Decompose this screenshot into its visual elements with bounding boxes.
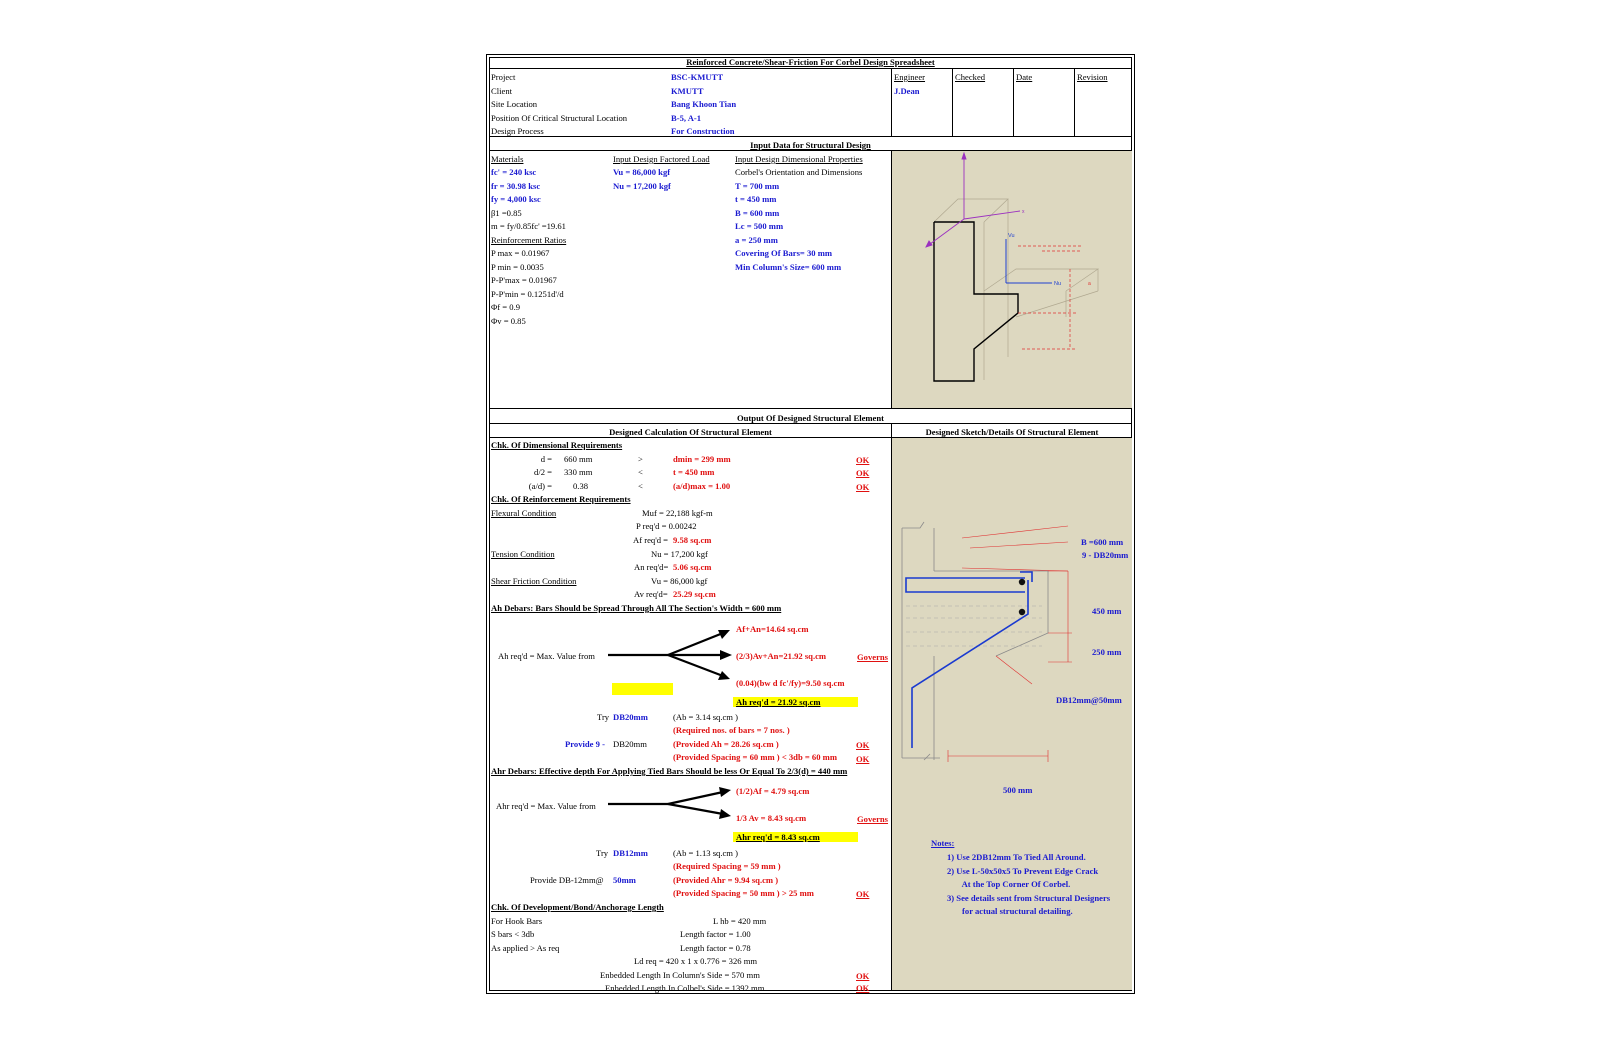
materials-title: Materials [491, 154, 524, 164]
check-ad-name: (a/d) = [528, 481, 552, 491]
af-value: 9.58 sq.cm [673, 535, 712, 545]
divider [1013, 68, 1014, 136]
divider [952, 68, 953, 136]
date-label: Date [1016, 72, 1033, 82]
position-label: Position Of Critical Structural Location [491, 113, 628, 123]
ah-provide-bar: DB20mm [613, 739, 647, 749]
pmax-value: P max = 0.01967 [491, 248, 550, 258]
svg-text:a: a [1088, 281, 1091, 287]
ahr-try-label: Try [596, 848, 609, 858]
input-section-title: Input Data for Structural Design [750, 140, 871, 150]
pmin-value: P min = 0.0035 [491, 262, 544, 272]
position-value: B-5, A-1 [671, 113, 702, 123]
reinf-title: Chk. Of Reinforcement Requirements [491, 494, 631, 504]
checked-label: Checked [955, 72, 986, 82]
input-sketch-panel [892, 151, 1132, 408]
client-label: Client [491, 86, 513, 96]
ahr-option-1: (1/2)Af = 4.79 sq.cm [736, 786, 810, 796]
ahr-governs: Governs [857, 814, 889, 824]
fy-value: fy = 4,000 ksc [491, 194, 541, 204]
embed-corbel: Enbedded Length In Colbel's Side = 1392 mm [605, 983, 765, 993]
engineer-value: J.Dean [894, 86, 920, 96]
ahr-title: Ahr Debars: Effective depth For Applying Tied Bars Should be less Or Equal To 2/3(d) = 440 mm [491, 766, 848, 776]
ah-spacing-ok: OK [856, 754, 870, 764]
ahr-arrow-diagram [608, 786, 738, 822]
ratios-title: Reinforcement Ratios [491, 235, 567, 245]
muf-value: Muf = 22,188 kgf-m [642, 508, 713, 518]
vu-value: Vu = 86,000 kgf [613, 167, 671, 177]
sketch-ties-label: DB12mm@50mm [1056, 695, 1122, 705]
check-ad-ok: OK [856, 482, 870, 492]
highlight-cell [612, 683, 673, 695]
check-d-value: 660 mm [564, 454, 593, 464]
check-d2-op: < [638, 467, 643, 477]
ah-arrow-diagram [608, 622, 738, 682]
dim-t: t = 450 mm [735, 194, 777, 204]
ah-result: Ah req'd = 21.92 sq.cm [733, 697, 858, 707]
ahr-provide-label: Provide DB-12mm@ [530, 875, 604, 885]
preqd-value: P req'd = 0.00242 [636, 521, 697, 531]
tension-label: Tension Condition [491, 549, 555, 559]
check-ad-limit: (a/d)max = 1.00 [673, 481, 731, 491]
dev-ld-req: Ld req = 420 x 1 x 0.776 = 326 mm [634, 956, 758, 966]
check-d-op: > [638, 454, 643, 464]
ah-ab: (Ab = 3.14 sq.cm ) [673, 712, 738, 722]
divider [489, 408, 1132, 409]
ah-from: Ah req'd = Max. Value from [498, 651, 595, 661]
ah-provide-label: Provide 9 - [565, 739, 605, 749]
calc-title: Designed Calculation Of Structural Element [609, 427, 772, 437]
ahr-option-2: 1/3 Av = 8.43 sq.cm [736, 813, 807, 823]
dev-title: Chk. Of Development/Bond/Anchorage Length [491, 902, 664, 912]
ahr-from: Ahr req'd = Max. Value from [496, 801, 596, 811]
ppmax-value: P-P'max = 0.01967 [491, 275, 557, 285]
embed-column: Enbedded Length In Column's Side = 570 mm [600, 970, 760, 980]
af-label: Af req'd = [633, 535, 669, 545]
dim-Lc: Lc = 500 mm [735, 221, 784, 231]
av-label: Av req'd= [634, 589, 668, 599]
design-process-value: For Construction [671, 126, 735, 136]
sketch-a-label: 250 mm [1092, 647, 1122, 657]
ppmin-value: P-P'min = 0.1251d'/d [491, 289, 564, 299]
notes-title: Notes: [931, 838, 955, 848]
dim-a: a = 250 mm [735, 235, 778, 245]
nu-calc: Nu = 17,200 kgf [651, 549, 708, 559]
project-label: Project [491, 72, 516, 82]
ahr-spacing: (Provided Spacing = 50 mm ) > 25 mm [673, 888, 814, 898]
ah-try-bar: DB20mm [613, 712, 648, 722]
dim-cover: Covering Of Bars= 30 mm [735, 248, 833, 258]
nu-value: Nu = 17,200 kgf [613, 181, 671, 191]
ah-option-2: (2/3)Av+An=21.92 sq.cm [736, 651, 827, 661]
divider [891, 68, 892, 136]
vu-label: Vu [1008, 233, 1015, 239]
fc-value: fc' = 240 ksc [491, 167, 537, 177]
ah-provided: (Provided Ah = 28.26 sq.cm ) [673, 739, 779, 749]
svg-text:x: x [1022, 209, 1025, 215]
dim-B: B = 600 mm [735, 208, 780, 218]
vu-calc: Vu = 86,000 kgf [651, 576, 708, 586]
an-label: An req'd= [634, 562, 669, 572]
check-d2-limit: t = 450 mm [673, 467, 715, 477]
check-d2-ok: OK [856, 468, 870, 478]
dim-subtitle: Corbel's Orientation and Dimensions [735, 167, 863, 177]
ahr-req-spacing: (Required Spacing = 59 mm ) [673, 861, 781, 871]
dim-T: T = 700 mm [735, 181, 780, 191]
sketch-lc-label: 500 mm [1003, 785, 1033, 795]
note-2-cont: At the Top Corner Of Corbel. [947, 879, 1071, 889]
m-value: m = fy/0.85fc' =19.61 [491, 221, 566, 231]
ah-try-label: Try [597, 712, 610, 722]
dev-factor-2: Length factor = 0.78 [680, 943, 751, 953]
corbel-isometric-sketch [892, 151, 1132, 408]
an-value: 5.06 sq.cm [673, 562, 712, 572]
ahr-result: Ahr req'd = 8.43 sq.cm [733, 832, 858, 842]
flexural-label: Flexural Condition [491, 508, 557, 518]
sketch-title: Designed Sketch/Details Of Structural Element [925, 427, 1099, 437]
dev-hook-bars: For Hook Bars [491, 916, 543, 926]
ahr-spacing-ok: OK [856, 889, 870, 899]
note-3-cont: for actual structural detailing. [947, 906, 1073, 916]
design-process-label: Design Process [491, 126, 544, 136]
shear-label: Shear Friction Condition [491, 576, 577, 586]
phiv-value: Φv = 0.85 [491, 316, 526, 326]
sketch-bars-label: 9 - DB20mm [1082, 550, 1129, 560]
phif-value: Φf = 0.9 [491, 302, 521, 312]
check-ad-op: < [638, 481, 643, 491]
check-d2-name: d/2 = [534, 467, 552, 477]
engineer-label: Engineer [894, 72, 926, 82]
ah-provided-ok: OK [856, 740, 870, 750]
check-d-name: d = [540, 454, 552, 464]
ah-governs: Governs [857, 652, 889, 662]
note-3: 3) See details sent from Structural Designers [947, 893, 1111, 903]
embed-corbel-ok: OK [856, 983, 870, 993]
dim-title: Input Design Dimensional Properties [735, 154, 863, 164]
ah-title: Ah Debars: Bars Should be Spread Through All The Section's Width = 600 mm [491, 603, 782, 613]
ahr-ab: (Ab = 1.13 sq.cm ) [673, 848, 738, 858]
check-d-limit: dmin = 299 mm [673, 454, 731, 464]
av-value: 25.29 sq.cm [673, 589, 716, 599]
ahr-provide-val: 50mm [613, 875, 636, 885]
dim-check-title: Chk. Of Dimensional Requirements [491, 440, 623, 450]
divider [489, 423, 1132, 424]
check-ad-value: 0.38 [573, 481, 589, 491]
nu-label: Nu [1054, 281, 1062, 287]
dev-s-bars: S bars < 3db [491, 929, 535, 939]
project-value: BSC-KMUTT [671, 72, 724, 82]
fr-value: fr = 30.98 ksc [491, 181, 541, 191]
load-title: Input Design Factored Load [613, 154, 710, 164]
divider [1074, 68, 1075, 136]
ah-spacing: (Provided Spacing = 60 mm ) < 3db = 60 mm [673, 752, 837, 762]
sketch-b-label: B =600 mm [1081, 537, 1124, 547]
ah-option-1: Af+An=14.64 sq.cm [736, 624, 809, 634]
ah-option-3: (0.04)(bw d fc'/fy)=9.50 sq.cm [736, 678, 845, 688]
dev-as-applied: As applied > As req [491, 943, 560, 953]
revision-label: Revision [1077, 72, 1108, 82]
dev-lhb: L hb = 420 mm [713, 916, 767, 926]
divider [489, 68, 1132, 69]
dev-factor-1: Length factor = 1.00 [680, 929, 751, 939]
beta1-value: β1 =0.85 [491, 208, 522, 218]
embed-column-ok: OK [856, 971, 870, 981]
check-d-ok: OK [856, 455, 870, 465]
check-d2-value: 330 mm [564, 467, 593, 477]
site-location-value: Bang Khoon Tian [671, 99, 737, 109]
ah-req-nos: (Required nos. of bars = 7 nos. ) [673, 725, 790, 735]
note-1: 1) Use 2DB12mm To Tied All Around. [947, 852, 1086, 862]
note-2: 2) Use L-50x50x5 To Prevent Edge Crack [947, 866, 1099, 876]
dim-min-column: Min Column's Size= 600 mm [735, 262, 842, 272]
ahr-try-bar: DB12mm [613, 848, 648, 858]
output-section-title: Output Of Designed Structural Element [736, 413, 885, 423]
ahr-provided: (Provided Ahr = 9.94 sq.cm ) [673, 875, 779, 885]
divider [489, 136, 1132, 137]
sketch-t-label: 450 mm [1092, 606, 1122, 616]
sheet-title: Reinforced Concrete/Shear-Friction For Corbel Design Spreadsheet [686, 57, 935, 67]
divider [891, 151, 892, 408]
site-location-label: Site Location [491, 99, 538, 109]
client-value: KMUTT [671, 86, 704, 96]
